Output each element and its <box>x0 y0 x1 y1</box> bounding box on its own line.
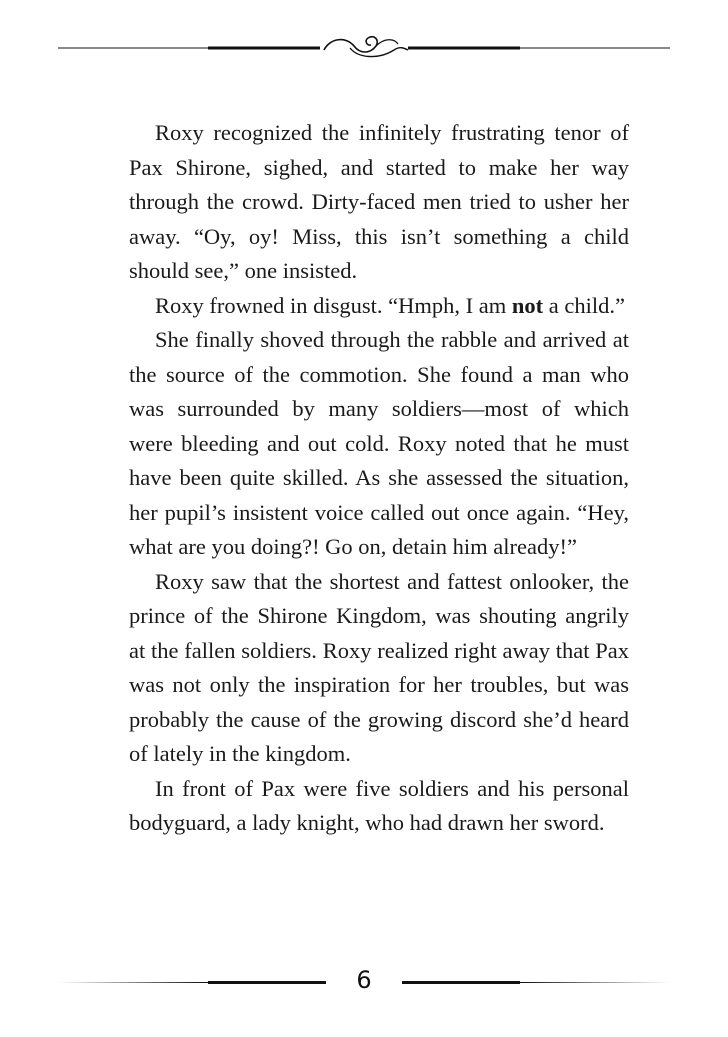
page-footer <box>58 962 670 1002</box>
paragraph-4: Roxy saw that the shortest and fattest onlooker, the prince of the Shirone Kingdom, was shouting angrily at the fallen soldiers. Roxy realized right away that Pax was not only the inspiration for her troubles, but was probably the cause of the growing discord she’d heard of lately in the kingdom. <box>129 568 629 766</box>
paragraph-2-bold: not <box>511 292 544 318</box>
header-flourish-ornament <box>58 28 670 68</box>
paragraph-5: In front of Pax were five soldiers and his personal bodyguard, a lady knight, who had drawn her sword. <box>129 775 629 835</box>
body-text <box>129 116 629 841</box>
paragraph-2-after: a child.” <box>543 292 625 318</box>
paragraph-2 <box>129 289 629 324</box>
paragraph-1: Roxy recognized the infinitely frustrating tenor of Pax Shirone, sighed, and started to make her way through the crowd. Dirty-faced men tried to usher her away. “Oy, oy! Miss, this isn’t something a child should see,” one insisted. <box>129 120 629 283</box>
paragraph-3: She finally shoved through the rabble and arrived at the source of the commotion. She found a man who was surrounded by many soldiers—most of which were bleeding and out cold. Roxy noted that he must have been quite skilled. As she assessed the situation, her pupil’s insistent voice called out once again. “Hey, what are you doing?! Go on, detain him already!” <box>129 327 629 559</box>
paragraph-2-before: Roxy frowned in disgust. “Hmph, I am <box>155 292 512 318</box>
page-number: 6 <box>356 966 372 994</box>
footer-rule-right-thick <box>402 981 520 984</box>
